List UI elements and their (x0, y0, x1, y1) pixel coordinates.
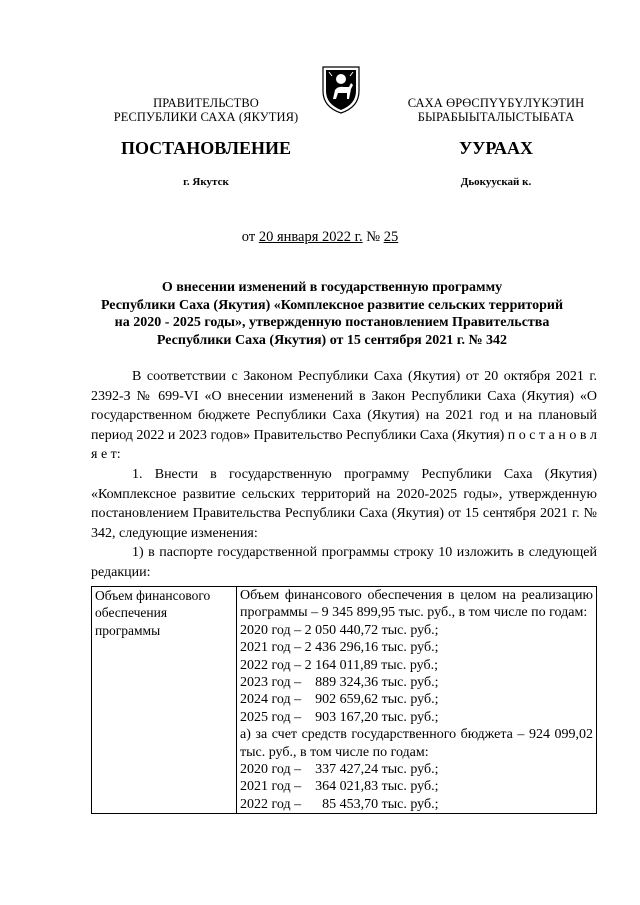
paragraph: В соответствии с Законом Республики Саха (Якутия) от 20 октября 2021 г. 2392-З № 699-VI «О внесении изменений в Закон Республики Саха (Якутия) «О государственном бюджете Республики Саха (Якутия) на 2021 год и на плановый период 2022 и 2023 годов» Правительство Республики Саха (Якутия) п о с т а н о в л я е т: (91, 369, 597, 463)
year-line: 2025 год – 903 167,20 тыс. руб.; (240, 709, 439, 725)
title-line: Республики Саха (Якутия) от 15 сентября 2021 г. № 342 (156, 332, 508, 348)
title-line: на 2020 - 2025 годы», утвержденную постановлением Правительства (114, 315, 550, 330)
year-line: 2021 год – 2 436 296,16 тыс. руб.; (240, 640, 439, 656)
label-line: Объем финансового (95, 588, 211, 603)
budget-year-line: 2022 год – 85 453,70 тыс. руб.; (240, 796, 439, 812)
authority-name-russian (108, 96, 304, 124)
title-line: Республики Саха (Якутия) «Комплексное развитие сельских территорий (100, 297, 564, 313)
date-prefix: от (241, 229, 256, 245)
table-label-cell (92, 587, 237, 814)
document-type-russian: ПОСТАНОВЛЕНИЕ (120, 138, 292, 158)
table-value-cell (237, 587, 597, 814)
authority-line: БЫРАБЫЫТАЛЫСТЫБАТА (417, 110, 575, 124)
table-row (92, 587, 597, 814)
budget-intro: а) за счет средств государственного бюджета – 924 099,02 тыс. руб., в том числе по годам: (240, 727, 593, 760)
document-body (91, 367, 597, 583)
year-line: 2023 год – 889 324,36 тыс. руб.; (240, 675, 439, 691)
year-line: 2022 год – 2 164 011,89 тыс. руб.; (240, 657, 438, 673)
budget-year-line: 2021 год – 364 021,83 тыс. руб.; (240, 779, 439, 795)
authority-line: РЕСПУБЛИКИ САХА (ЯКУТИЯ) (113, 110, 299, 124)
authority-line: САХА ӨРӨСПҮҮБҮЛҮКЭТИН (407, 96, 585, 110)
budget-year-line: 2020 год – 337 427,24 тыс. руб.; (240, 762, 439, 778)
funding-table (91, 586, 597, 814)
number-sign: № (366, 229, 381, 245)
paragraph: 1) в паспорте государственной программы строку 10 изложить в следующей редакции: (91, 545, 597, 580)
document-title (82, 279, 582, 349)
title-line: О внесении изменений в государственную программу (161, 280, 503, 295)
city-yakut: Дьокуускай к. (460, 176, 532, 188)
year-line: 2024 год – 902 659,62 тыс. руб.; (240, 692, 439, 708)
year-line: 2020 год – 2 050 440,72 тыс. руб.; (240, 622, 439, 638)
paragraph: 1. Внести в государственную программу Республики Саха (Якутия) «Комплексное развитие сельских территорий на 2020-2025 годы», утвержденную постановлением Правительства Республики Саха (Якутия) от 15 сентября 2021 г. № 342, следующие изменения: (91, 466, 597, 541)
label-line: обеспечения (95, 605, 168, 621)
label-line: программы (95, 622, 161, 638)
coat-of-arms-emblem (320, 64, 362, 114)
city-russian: г. Якутск (183, 176, 229, 188)
document-date: 20 января 2022 г. (258, 229, 363, 245)
funding-intro: Объем финансового обеспечения в целом на реализацию программы – 9 345 899,95 тыс. руб., в том числе по годам: (240, 588, 593, 621)
document-number: 25 (383, 229, 399, 245)
document-date-number (0, 229, 640, 246)
authority-name-yakut (402, 96, 590, 124)
authority-line: ПРАВИТЕЛЬСТВО (153, 96, 259, 110)
document-type-yakut: УУРААХ (458, 138, 534, 158)
